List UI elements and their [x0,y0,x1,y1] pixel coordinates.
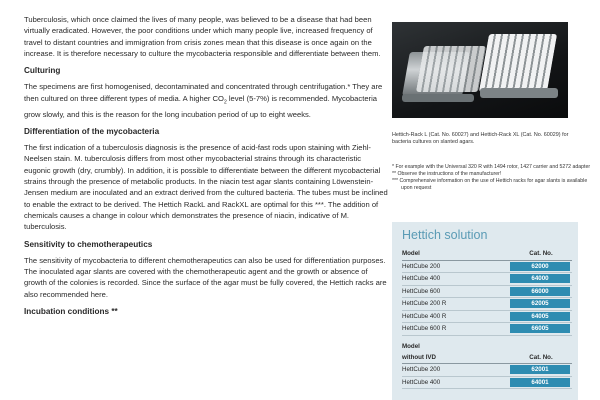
culturing-text-b: level (5-7%) is recommended. Mycobacteria grow slowly, and this is the reason for the long incubation period of up to eight weeks. [24,93,377,119]
header-cat: Cat. No. [510,248,572,260]
cat-number-badge: 62001 [510,365,570,374]
rack-tube [416,46,486,92]
incubation-heading: Incubation conditions ** [24,307,118,317]
culturing-text-a: The specimens are first homogenised, decontaminated and concentrated through centrifugation.* They are then cultured on three different types of media. A higher CO [24,82,383,103]
culturing-paragraph [24,81,389,119]
table-row [402,376,572,389]
differentiation-paragraph: The first indication of a tuberculosis diagnosis is the presence of acid-fast rods upon staining with Ziehl-Neelsen stain. M. tuberculosis differs from most other mycobacterial strains through its characteristic eugonic growth (dry, crumbly). In addition, it is possible to differentiate between the different mycobacterial strains through the presence of metabolic products. In the niacin test agar slants containing Löwenstein-Jensen medium are inoculated and an extract derived from the cultured bacteria. The tubes must be inclined to enable the extract to be derived. The Hettich RackL and RackXL are optimal for this ***. The addition of chemicals causes a change in colour which demonstrates the presence of niacin, indicative of M. tuberculosis. [24,143,388,232]
model-cell: HettCube 600 [402,285,510,298]
model-cell: HettCube 200 [402,260,510,273]
cat-number-badge: 64001 [510,378,570,387]
model-cell: HettCube 400 [402,376,510,389]
sensitivity-paragraph: The sensitivity of mycobacteria to different chemotherapeutics can also be used for differentiation purposes. The inoculated agar slants are covered with the chemotherapeutic agent and the growth or absence of growth of the colonies is recorded. Since the surface of the agar must be fully covered, the Hettich racks are also recommended here. [24,255,387,299]
header-cat-2: Cat. No. [510,352,572,364]
table-row [402,260,572,273]
footnote: ** Observe the instructions of the manufacturer! [392,171,502,177]
co2-subscript: 2 [223,99,227,106]
header-model-2-line2: without IVD [402,352,510,364]
model-cell: HettCube 400 R [402,310,510,323]
cat-number-badge: 64005 [510,312,570,321]
footnotes [392,164,592,192]
cat-number-badge: 62005 [510,299,570,308]
rack-base [480,88,558,98]
culturing-heading: Culturing [24,66,61,76]
model-cell: HettCube 600 R [402,323,510,336]
model-cell: HettCube 200 R [402,298,510,311]
cat-number-badge: 66000 [510,287,570,296]
rack-base [402,94,474,102]
table-row [402,323,572,336]
intro-paragraph: Tuberculosis, which once claimed the lives of many people, was believed to be a disease that had been virtually eradicated. However, the poor conditions under which many people live, increased frequency of travel to distant countries and immigration from crisis zones mean that this disease is once again on the increase. It is therefore necessary to culture the mycobacteria responsible and differentiate between them. [24,15,381,58]
footnote: * For example with the Universal 320 R with 1494 rotor, 1427 carrier and 5272 adapter [392,164,591,170]
table-header-row [402,352,572,364]
header-model: Model [402,248,510,260]
table-header-row [402,342,572,352]
solution-title: Hettich solution [402,228,488,242]
cat-number-badge: 64000 [510,274,570,283]
model-cell: HettCube 400 [402,273,510,286]
table-row [402,285,572,298]
solution-table [402,248,572,389]
header-model-2-line1: Model [402,343,420,350]
hettich-solution-panel [392,222,578,400]
table-row [402,364,572,377]
footnote: *** Comprehensive information on the use of Hettich racks for agar slants is available upon request [392,178,588,191]
main-text-column [24,14,389,322]
differentiation-heading: Differentiation of the mycobacteria [24,126,160,136]
rack-tube [479,34,557,92]
rack-photo [392,22,568,118]
table-row [402,310,572,323]
photo-caption: Hettich-Rack L (Cat. No. 60027) and Hettich-Rack XL (Cat. No. 60029) for bacteria cultures on slanted agars. [392,132,569,146]
table-row [402,273,572,286]
table-header-row [402,248,572,260]
cat-number-badge: 66005 [510,324,570,333]
model-cell: HettCube 200 [402,364,510,377]
table-row [402,298,572,311]
sensitivity-heading: Sensitivity to chemotherapeutics [24,239,153,249]
cat-number-badge: 62000 [510,262,570,271]
